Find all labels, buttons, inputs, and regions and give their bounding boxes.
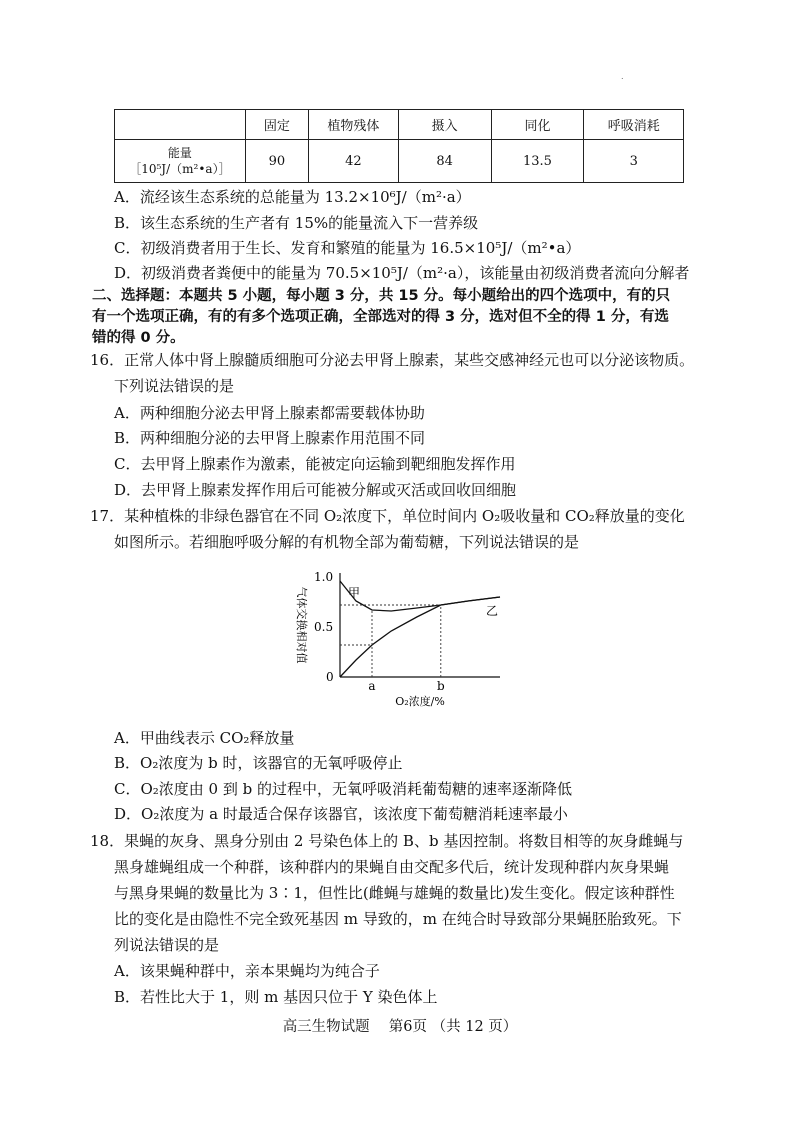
table-header-cell: 固定 bbox=[245, 110, 308, 140]
q17-option-b: B．O₂浓度为 b 时，该器官的无氧呼吸停止 bbox=[114, 754, 403, 772]
q18-option-b: B．若性比大于 1，则 m 基因只位于 Y 染色体上 bbox=[114, 988, 438, 1006]
series-label-jia: 甲 bbox=[348, 586, 361, 600]
y-tick-label: 1.0 bbox=[314, 570, 334, 584]
x-tick-label: a bbox=[368, 679, 376, 693]
section-instructions: 错的得 0 分。 bbox=[92, 330, 185, 346]
table-header-cell: 摄入 bbox=[398, 110, 491, 140]
y-tick-label: 0.5 bbox=[314, 620, 334, 634]
table-header-cell: 呼吸消耗 bbox=[584, 110, 684, 140]
series-line-jia bbox=[340, 581, 500, 611]
section-instructions: 有一个选项正确，有的有多个选项正确，全部选对的得 3 分，选对但不全的得 1 分，有选 bbox=[92, 309, 669, 325]
speck: . bbox=[621, 72, 624, 81]
q15-option-b: B．该生态系统的生产者有 15%的能量流入下一营养级 bbox=[114, 214, 479, 232]
q17-option-a: A．甲曲线表示 CO₂释放量 bbox=[114, 729, 295, 747]
x-axis-label: O₂浓度/% bbox=[395, 695, 445, 708]
q18-stem-cont: 黑身雄蝇组成一个种群，该种群内的果蝇自由交配多代后，统计发现种群内灰身果蝇 bbox=[114, 858, 670, 876]
q15-option-d: D．初级消费者粪便中的能量为 70.5×10⁵J/（m²·a），该能量由初级消费者流向分解者 bbox=[114, 264, 690, 282]
plot-area bbox=[340, 581, 500, 677]
table-cell: 13.5 bbox=[491, 140, 584, 183]
x-tick-label: b bbox=[436, 679, 445, 693]
series-label-yi: 乙 bbox=[486, 604, 499, 618]
table-cell: 3 bbox=[584, 140, 684, 183]
gas-exchange-chart bbox=[290, 565, 520, 710]
q16-option-b: B．两种细胞分泌的去甲肾上腺素作用范围不同 bbox=[114, 429, 426, 447]
row-label-unit: ［10⁵J/（m²•a）］ bbox=[129, 162, 231, 176]
q16-option-a: A．两种细胞分泌去甲肾上腺素都需要载体协助 bbox=[114, 404, 425, 422]
q16-option-d: D．去甲肾上腺素发挥作用后可能被分解或灭活或回收回细胞 bbox=[114, 481, 517, 499]
y-tick-label: 0 bbox=[326, 670, 334, 684]
table-header-row bbox=[115, 110, 684, 140]
q18-stem: 18．果蝇的灰身、黑身分别由 2 号染色体上的 B、b 基因控制。将数目相等的灰身雌蝇与 bbox=[90, 832, 684, 850]
q17-stem: 17．某种植株的非绿色器官在不同 O₂浓度下，单位时间内 O₂吸收量和 CO₂释放量的变化 bbox=[90, 507, 685, 525]
table-header-cell bbox=[115, 110, 246, 140]
row-label-line: 能量 bbox=[167, 146, 192, 160]
table-header-cell: 植物残体 bbox=[309, 110, 399, 140]
table-row bbox=[115, 140, 684, 183]
series-line-yi bbox=[340, 597, 500, 677]
table-cell: 84 bbox=[398, 140, 491, 183]
table-header-cell: 同化 bbox=[491, 110, 584, 140]
table-cell: 90 bbox=[245, 140, 308, 183]
q17-option-d: D．O₂浓度为 a 时最适合保存该器官，该浓度下葡萄糖消耗速率最小 bbox=[114, 805, 568, 823]
q15-option-a: A．流经该生态系统的总能量为 13.2×10⁶J/（m²·a） bbox=[114, 188, 471, 206]
q16-stem: 16．正常人体中肾上腺髓质细胞可分泌去甲肾上腺素，某些交感神经元也可以分泌该物质。 bbox=[90, 351, 695, 369]
q15-option-c: C．初级消费者用于生长、发育和繁殖的能量为 16.5×10⁵J/（m²•a） bbox=[114, 239, 581, 257]
q18-stem-cont: 与黑身果蝇的数量比为 3∶1，但性比(雌蝇与雄蝇的数量比)发生变化。假定该种群性 bbox=[114, 884, 675, 902]
y-axis-label: 气体交换相对值 bbox=[295, 586, 308, 664]
q18-stem-cont: 列说法错误的是 bbox=[114, 936, 220, 954]
table-cell: 42 bbox=[309, 140, 399, 183]
q18-stem-cont: 比的变化是由隐性不完全致死基因 m 导致的，m 在纯合时导致部分果蝇胚胎致死。下 bbox=[114, 910, 682, 928]
q16-stem-cont: 下列说法错误的是 bbox=[114, 377, 235, 395]
energy-table bbox=[114, 109, 684, 183]
page-footer: 高三生物试题 第6页 （共 12 页） bbox=[282, 1019, 518, 1035]
section-heading: 二、选择题：本题共 5 小题，每小题 3 分，共 15 分。每小题给出的四个选项中，有的只 bbox=[92, 288, 671, 304]
q17-option-c: C．O₂浓度由 0 到 b 的过程中，无氧呼吸消耗葡萄糖的速率逐渐降低 bbox=[114, 780, 573, 798]
q17-stem-cont: 如图所示。若细胞呼吸分解的有机物全部为葡萄糖，下列说法错误的是 bbox=[114, 533, 580, 551]
q18-option-a: A．该果蝇种群中，亲本果蝇均为纯合子 bbox=[114, 962, 380, 980]
row-label bbox=[115, 140, 246, 183]
q16-option-c: C．去甲肾上腺素作为激素，能被定向运输到靶细胞发挥作用 bbox=[114, 455, 516, 473]
